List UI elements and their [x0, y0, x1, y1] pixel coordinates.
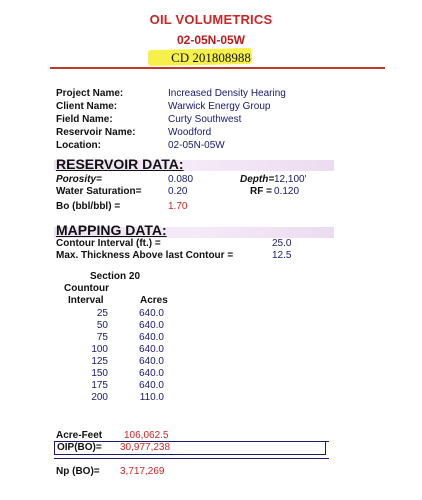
- table-row-acres: 110.0: [139, 392, 164, 403]
- interval-column-header: Interval: [68, 295, 104, 306]
- header-divider: [50, 67, 385, 69]
- mapping-data-heading: MAPPING DATA:: [56, 222, 167, 238]
- location-label: Location:: [56, 140, 101, 151]
- rf-label: RF =: [250, 186, 272, 197]
- table-row-interval: 100: [91, 344, 108, 355]
- location-code: 02-05N-05W: [176, 33, 246, 47]
- np-label: Np (BO)=: [56, 466, 100, 477]
- table-row-acres: 640.0: [138, 308, 164, 319]
- contour-column-header: Countour: [64, 283, 109, 294]
- acres-column-header: Acres: [140, 295, 168, 306]
- table-row-acres: 640.0: [138, 332, 164, 343]
- table-row-acres: 640.0: [138, 320, 164, 331]
- max-thickness-label: Max. Thickness Above last Contour =: [56, 250, 234, 261]
- depth-label: Depth=: [240, 174, 275, 185]
- reservoir-name-label: Reservoir Name:: [56, 127, 136, 138]
- table-row-interval: 50: [96, 320, 108, 331]
- acre-feet-value: 106,062.5: [124, 430, 169, 441]
- table-row-interval: 75: [96, 332, 108, 343]
- project-name-label: Project Name:: [56, 88, 124, 99]
- water-saturation-value: 0.20: [168, 186, 188, 197]
- np-value: 3,717,269: [120, 466, 165, 477]
- document-title: OIL VOLUMETRICS: [149, 12, 273, 27]
- porosity-label: Porosity=: [56, 174, 102, 185]
- field-name-value: Curty Southwest: [168, 114, 242, 125]
- table-row-interval: 175: [91, 380, 108, 391]
- acre-feet-label: Acre-Feet: [56, 430, 103, 441]
- client-name-value: Warwick Energy Group: [168, 101, 271, 112]
- table-row-interval: 200: [91, 392, 108, 403]
- divider: [54, 458, 329, 459]
- field-name-label: Field Name:: [56, 114, 113, 125]
- reservoir-name-value: Woodford: [168, 127, 212, 138]
- rf-value: 0.120: [274, 186, 300, 197]
- contour-interval-value: 25.0: [272, 238, 292, 249]
- table-row-interval: 125: [91, 356, 108, 367]
- project-name-value: Increased Density Hearing: [168, 88, 286, 99]
- bo-label: Bo (bbl/bbl) =: [56, 201, 121, 212]
- table-row-acres: 640.0: [138, 380, 164, 391]
- table-row-acres: 640.0: [138, 344, 164, 355]
- max-thickness-value: 12.5: [272, 250, 292, 261]
- depth-value: 12,100': [274, 174, 307, 185]
- oip-label: OIP(BO)=: [57, 442, 102, 453]
- porosity-value: 0.080: [168, 174, 194, 185]
- table-row-interval: 150: [91, 368, 108, 379]
- bo-value: 1.70: [168, 201, 188, 212]
- water-saturation-label: Water Saturation=: [56, 186, 142, 197]
- oip-value: 30,977,238: [120, 442, 171, 453]
- contour-interval-label: Contour Interval (ft.) =: [56, 238, 161, 249]
- client-name-label: Client Name:: [56, 101, 118, 112]
- table-row-acres: 640.0: [138, 368, 164, 379]
- table-row-interval: 25: [96, 308, 108, 319]
- location-value: 02-05N-05W: [168, 140, 225, 151]
- cd-number: CD 201808988: [171, 50, 251, 65]
- table-row-acres: 640.0: [138, 356, 164, 367]
- reservoir-data-heading: RESERVOIR DATA:: [56, 156, 184, 172]
- section-label: Section 20: [90, 271, 141, 282]
